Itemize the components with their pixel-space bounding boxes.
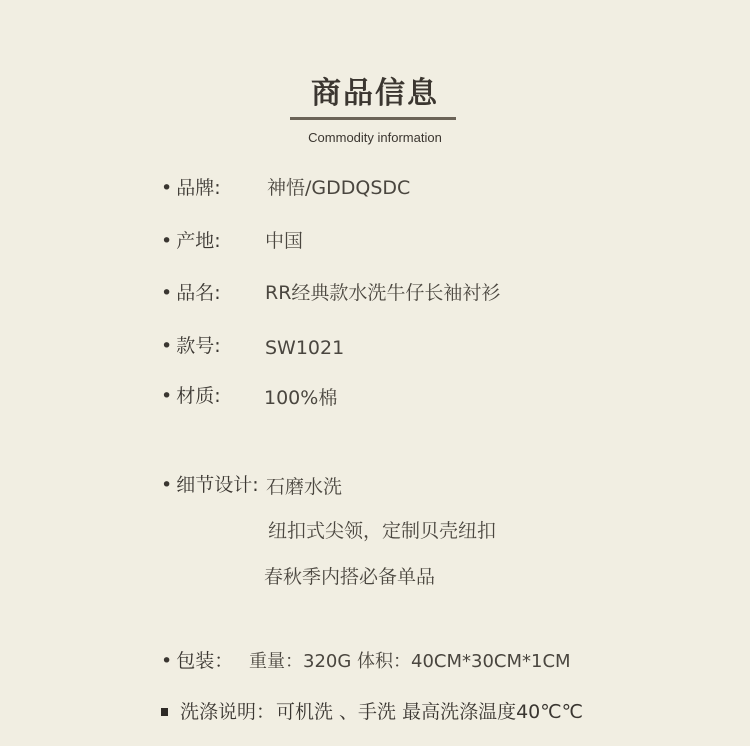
material-label <box>161 384 221 408</box>
details-label-text: 细节设计: <box>176 474 259 496</box>
style-number-label-text: 款号: <box>176 335 221 357</box>
bullet-dot: • <box>161 177 173 199</box>
style-number-value: SW1021 <box>265 337 345 359</box>
material-value: 100%棉 <box>264 387 338 409</box>
bullet-dot: • <box>161 385 173 407</box>
brand-label <box>161 176 221 200</box>
product-name-value: RR经典款水洗牛仔长袖衬衫 <box>265 282 501 304</box>
origin-label <box>161 229 221 253</box>
page-title: 商品信息 <box>311 76 439 111</box>
product-name-label <box>161 281 221 305</box>
bullet-dot: • <box>161 650 173 672</box>
style-number-label <box>161 334 221 358</box>
package-label <box>161 649 233 673</box>
package-value: 重量：320G 体积：40CM*30CM*1CM <box>249 651 571 672</box>
material-label-text: 材质: <box>176 385 221 407</box>
bullet-dot: • <box>161 230 173 252</box>
origin-value: 中国 <box>265 230 304 252</box>
details-line-1: 石磨水洗 <box>266 476 343 498</box>
product-name-label-text: 品名: <box>176 282 221 304</box>
details-line-3: 春秋季内搭必备单品 <box>264 566 436 588</box>
title-underline <box>290 117 456 120</box>
square-bullet-icon <box>161 708 168 716</box>
page-subtitle: Commodity information <box>308 130 442 145</box>
details-line-2: 纽扣式尖领，定制贝壳纽扣 <box>268 520 497 542</box>
care-value: 可机洗 、手洗 最高洗涤温度40℃℃ <box>276 701 583 723</box>
brand-value: 神悟/GDDQSDC <box>267 177 411 199</box>
details-label <box>161 473 259 497</box>
bullet-dot: • <box>161 282 173 304</box>
bullet-dot: • <box>161 335 173 357</box>
package-label-text: 包装： <box>176 650 234 672</box>
brand-label-text: 品牌: <box>176 177 221 199</box>
bullet-dot: • <box>161 474 173 496</box>
care-label: 洗涤说明： <box>180 701 276 723</box>
origin-label-text: 产地: <box>176 230 221 252</box>
